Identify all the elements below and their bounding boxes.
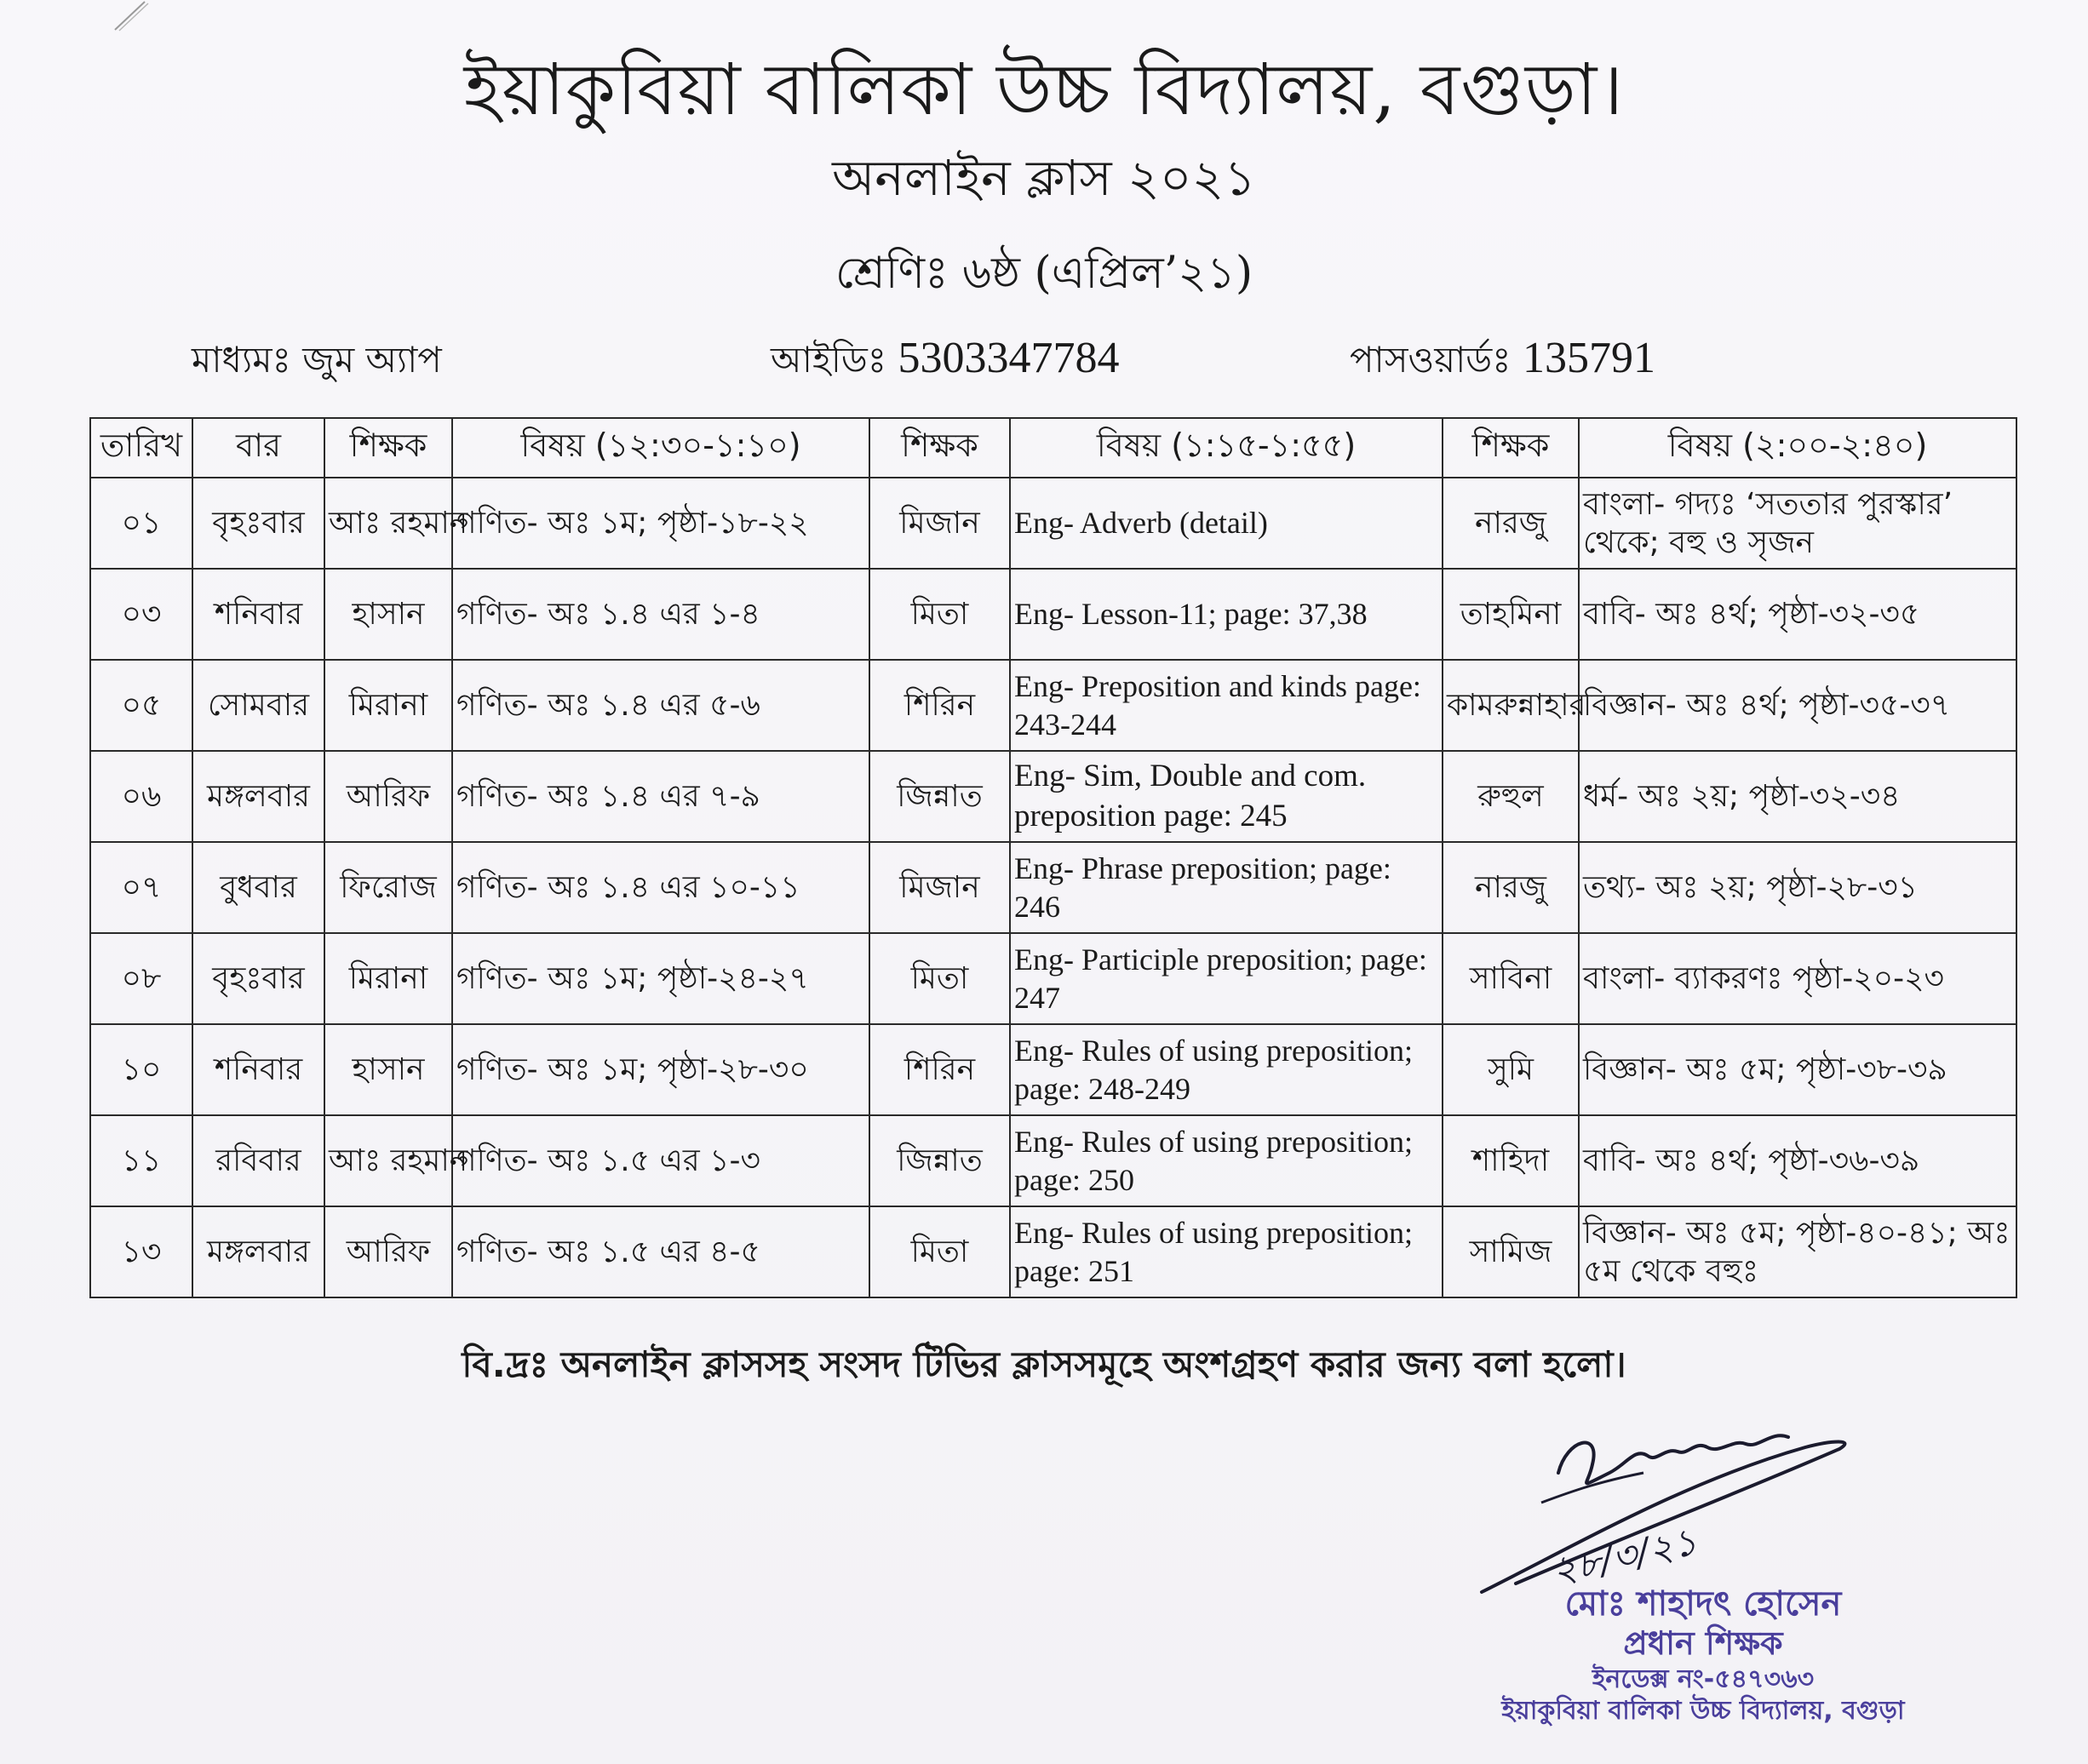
cell-teacher-1: হাসান [324,1024,452,1115]
cell-teacher-2: মিজান [869,842,1010,933]
official-seal-stamp [1482,1584,1925,1727]
cell-teacher-2: মিতা [869,1206,1010,1297]
cell-subject-1: গণিত- অঃ ১.৫ এর ১-৩ [452,1115,869,1206]
cell-subject-1: গণিত- অঃ ১.৪ এর ১০-১১ [452,842,869,933]
cell-subject-2: Eng- Lesson-11; page: 37,38 [1010,569,1443,660]
cell-subject-1: গণিত- অঃ ১ম; পৃষ্ঠা-২৮-৩০ [452,1024,869,1115]
cell-day: বুধবার [192,842,324,933]
cell-subject-2: Eng- Rules of using preposition; page: 251 [1010,1206,1443,1297]
signature-drawing [1465,1345,1873,1601]
cell-teacher-2: মিতা [869,569,1010,660]
cell-subject-1: গণিত- অঃ ১ম; পৃষ্ঠা-২৪-২৭ [452,933,869,1024]
cell-subject-3: বিজ্ঞান- অঃ ৪র্থ; পৃষ্ঠা-৩৫-৩৭ [1579,660,2016,751]
cell-subject-2: Eng- Rules of using preposition; page: 248-249 [1010,1024,1443,1115]
cell-subject-3: বাবি- অঃ ৪র্থ; পৃষ্ঠা-৩২-৩৫ [1579,569,2016,660]
cell-day: বৃহঃবার [192,933,324,1024]
cell-teacher-3: সুমি [1443,1024,1579,1115]
cell-date: ০৩ [90,569,192,660]
password-label: পাসওয়ার্ডঃ [1350,339,1512,381]
cell-subject-2: Eng- Adverb (detail) [1010,478,1443,569]
pen-mark [111,0,179,34]
cell-subject-2: Eng- Preposition and kinds page: 243-244 [1010,660,1443,751]
cell-teacher-2: জিন্নাত [869,751,1010,842]
cell-teacher-3: কামরুন্নাহার [1443,660,1579,751]
stamp-title: প্রধান শিক্ষক [1623,1624,1783,1662]
meeting-id-label: আইডিঃ [771,339,887,381]
cell-teacher-3: সামিজ [1443,1206,1579,1297]
header-teacher-1: শিক্ষক [324,418,452,478]
header-subject-1: বিষয় (১২:৩০-১:১০) [452,418,869,478]
cell-subject-1: গণিত- অঃ ১.৪ এর ৭-৯ [452,751,869,842]
cell-day: মঙ্গলবার [192,1206,324,1297]
cell-teacher-3: রুহুল [1443,751,1579,842]
cell-date: ০৮ [90,933,192,1024]
class-line: শ্রেণিঃ ৬ষ্ঠ (এপ্রিল’২১) [835,248,1253,299]
header-date: তারিখ [90,418,192,478]
cell-teacher-1: আরিফ [324,1206,452,1297]
table-header-row [90,418,2016,478]
class-routine-table [89,417,2017,1298]
cell-date: ০৬ [90,751,192,842]
cell-date: ০১ [90,478,192,569]
cell-day: শনিবার [192,569,324,660]
header-teacher-3: শিক্ষক [1443,418,1579,478]
table-row [90,1206,2016,1297]
cell-subject-3: বিজ্ঞান- অঃ ৫ম; পৃষ্ঠা-৩৮-৩৯ [1579,1024,2016,1115]
cell-teacher-3: নারজু [1443,478,1579,569]
cell-day: শনিবার [192,1024,324,1115]
cell-teacher-1: আরিফ [324,751,452,842]
cell-subject-1: গণিত- অঃ ১.৫ এর ৪-৫ [452,1206,869,1297]
cell-teacher-1: মিরানা [324,660,452,751]
cell-subject-1: গণিত- অঃ ১.৪ এর ৫-৬ [452,660,869,751]
medium-label: মাধ্যমঃ [192,339,291,381]
stamp-name: মোঃ শাহাদৎ হোসেন [1564,1584,1842,1624]
table-row [90,1024,2016,1115]
medium-value: জুম অ্যাপ [302,339,442,381]
table-row [90,751,2016,842]
meeting-id-info [771,332,1120,392]
cell-subject-2: Eng- Rules of using preposition; page: 250 [1010,1115,1443,1206]
cell-teacher-1: হাসান [324,569,452,660]
header-day: বার [192,418,324,478]
cell-teacher-2: মিতা [869,933,1010,1024]
cell-teacher-1: মিরানা [324,933,452,1024]
cell-date: ০৫ [90,660,192,751]
cell-day: মঙ্গলবার [192,751,324,842]
meeting-id-value: 5303347784 [898,334,1120,382]
header-teacher-2: শিক্ষক [869,418,1010,478]
cell-teacher-2: মিজান [869,478,1010,569]
cell-teacher-3: নারজু [1443,842,1579,933]
stamp-school: ইয়াকুবিয়া বালিকা উচ্চ বিদ্যালয়, বগুড়া [1501,1696,1905,1727]
cell-subject-3: ধর্ম- অঃ ২য়; পৃষ্ঠা-৩২-৩৪ [1579,751,2016,842]
page-subtitle: অনলাইন ক্লাস ২০২১ [832,149,1256,207]
password-info [1350,332,1655,392]
cell-subject-2: Eng- Phrase preposition; page: 246 [1010,842,1443,933]
cell-teacher-2: শিরিন [869,1024,1010,1115]
cell-subject-2: Eng- Sim, Double and com. preposition page: 245 [1010,751,1443,842]
cell-teacher-2: শিরিন [869,660,1010,751]
table-row [90,660,2016,751]
header-subject-2: বিষয় (১:১৫-১:৫৫) [1010,418,1443,478]
cell-subject-3: বাংলা- গদ্যঃ ‘সততার পুরস্কার’ থেকে; বহু ও সৃজন [1579,478,2016,569]
cell-subject-3: বিজ্ঞান- অঃ ৫ম; পৃষ্ঠা-৪০-৪১; অঃ ৫ম থেকে বহুঃ [1579,1206,2016,1297]
cell-date: ১০ [90,1024,192,1115]
table-row [90,842,2016,933]
handwritten-signature [1465,1345,1873,1601]
cell-subject-1: গণিত- অঃ ১ম; পৃষ্ঠা-১৮-২২ [452,478,869,569]
cell-teacher-1: ফিরোজ [324,842,452,933]
cell-subject-1: গণিত- অঃ ১.৪ এর ১-৪ [452,569,869,660]
cell-teacher-2: জিন্নাত [869,1115,1010,1206]
stamp-index: ইনডেক্স নং-৫৪৭৩৬৩ [1592,1664,1815,1694]
cell-day: সোমবার [192,660,324,751]
cell-teacher-3: তাহমিনা [1443,569,1579,660]
cell-subject-3: বাংলা- ব্যাকরণঃ পৃষ্ঠা-২০-২৩ [1579,933,2016,1024]
footnote: বি.দ্রঃ অনলাইন ক্লাসসহ সংসদ টিভির ক্লাসসমূহে অংশগ্রহণ করার জন্য বলা হলো। [462,1343,1626,1385]
cell-teacher-3: সাবিনা [1443,933,1579,1024]
cell-date: ১৩ [90,1206,192,1297]
cell-teacher-3: শাহিদা [1443,1115,1579,1206]
cell-teacher-1: আঃ রহমান [324,1115,452,1206]
school-name: ইয়াকুবিয়া বালিকা উচ্চ বিদ্যালয়, বগুড়া। [463,48,1625,131]
header-subject-3: বিষয় (২:০০-২:৪০) [1579,418,2016,478]
table-row [90,933,2016,1024]
cell-teacher-1: আঃ রহমান [324,478,452,569]
medium-info [192,332,442,392]
cell-subject-2: Eng- Participle preposition; page: 247 [1010,933,1443,1024]
table-row [90,569,2016,660]
cell-subject-3: বাবি- অঃ ৪র্থ; পৃষ্ঠা-৩৬-৩৯ [1579,1115,2016,1206]
signature-date: ২৮/৩/২১ [1548,1520,1701,1594]
password-value: 135791 [1522,334,1655,382]
table-row [90,1115,2016,1206]
cell-day: রবিবার [192,1115,324,1206]
cell-date: ১১ [90,1115,192,1206]
cell-subject-3: তথ্য- অঃ ২য়; পৃষ্ঠা-২৮-৩১ [1579,842,2016,933]
cell-date: ০৭ [90,842,192,933]
cell-day: বৃহঃবার [192,478,324,569]
table-row [90,478,2016,569]
